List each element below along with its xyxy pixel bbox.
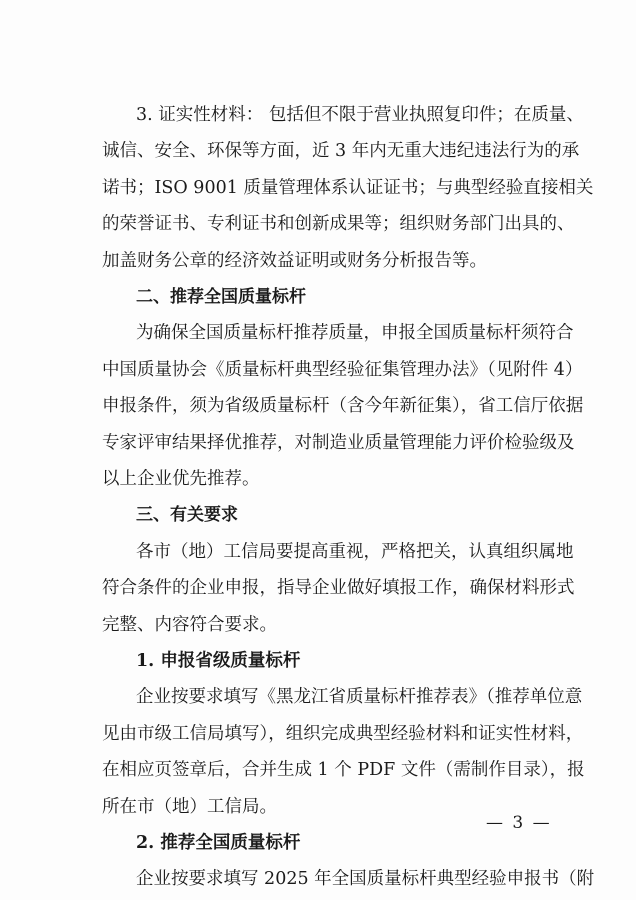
- section-heading: 二、推荐全国质量标杆: [136, 287, 306, 307]
- subsection-heading: 2. 推荐全国质量标杆: [136, 833, 301, 853]
- text-line: 企业按要求填写 2025 年全国质量标杆典型经验申报书（附: [136, 869, 595, 889]
- subsection-heading: 1. 申报省级质量标杆: [136, 651, 301, 671]
- text-line: 在相应页签章后，合并生成 1 个 PDF 文件（需制作目录），报: [102, 760, 585, 780]
- text-line: 企业按要求填写《黑龙江省质量标杆推荐表》（推荐单位意: [136, 687, 583, 707]
- text-line: 申报条件，须为省级质量标杆（含今年新征集），省工信厅依据: [102, 396, 584, 416]
- text-line: 中国质量协会《质量标杆典型经验征集管理办法》（见附件 4）: [102, 360, 583, 380]
- page-number: — 3 —: [486, 813, 552, 833]
- text-line: 为确保全国质量标杆推荐质量，申报全国质量标杆须符合: [136, 323, 574, 343]
- text-line: 3. 证实性材料： 包括但不限于营业执照复印件；在质量、: [136, 105, 584, 125]
- text-line: 见由市级工信局填写），组织完成典型经验材料和证实性材料，: [102, 724, 584, 744]
- section-heading: 三、有关要求: [136, 505, 238, 525]
- text-line: 完整、内容符合要求。: [102, 615, 277, 635]
- text-line: 以上企业优先推荐。: [102, 469, 260, 489]
- text-line: 符合条件的企业申报，指导企业做好填报工作，确保材料形式: [102, 578, 575, 598]
- text-line: 的荣誉证书、专利证书和创新成果等；组织财务部门出具的、: [102, 214, 575, 234]
- text-line: 各市（地）工信局要提高重视，严格把关，认真组织属地: [136, 542, 574, 562]
- text-line: 诚信、安全、环保等方面，近 3 年内无重大违纪违法行为的承: [102, 141, 580, 161]
- text-line: 专家评审结果择优推荐，对制造业质量管理能力评价检验级及: [102, 433, 575, 453]
- text-line: 加盖财务公章的经济效益证明或财务分析报告等。: [102, 251, 487, 271]
- text-line: 所在市（地）工信局。: [102, 797, 277, 817]
- text-line: 诺书；ISO 9001 质量管理体系认证证书；与典型经验直接相关: [102, 178, 594, 198]
